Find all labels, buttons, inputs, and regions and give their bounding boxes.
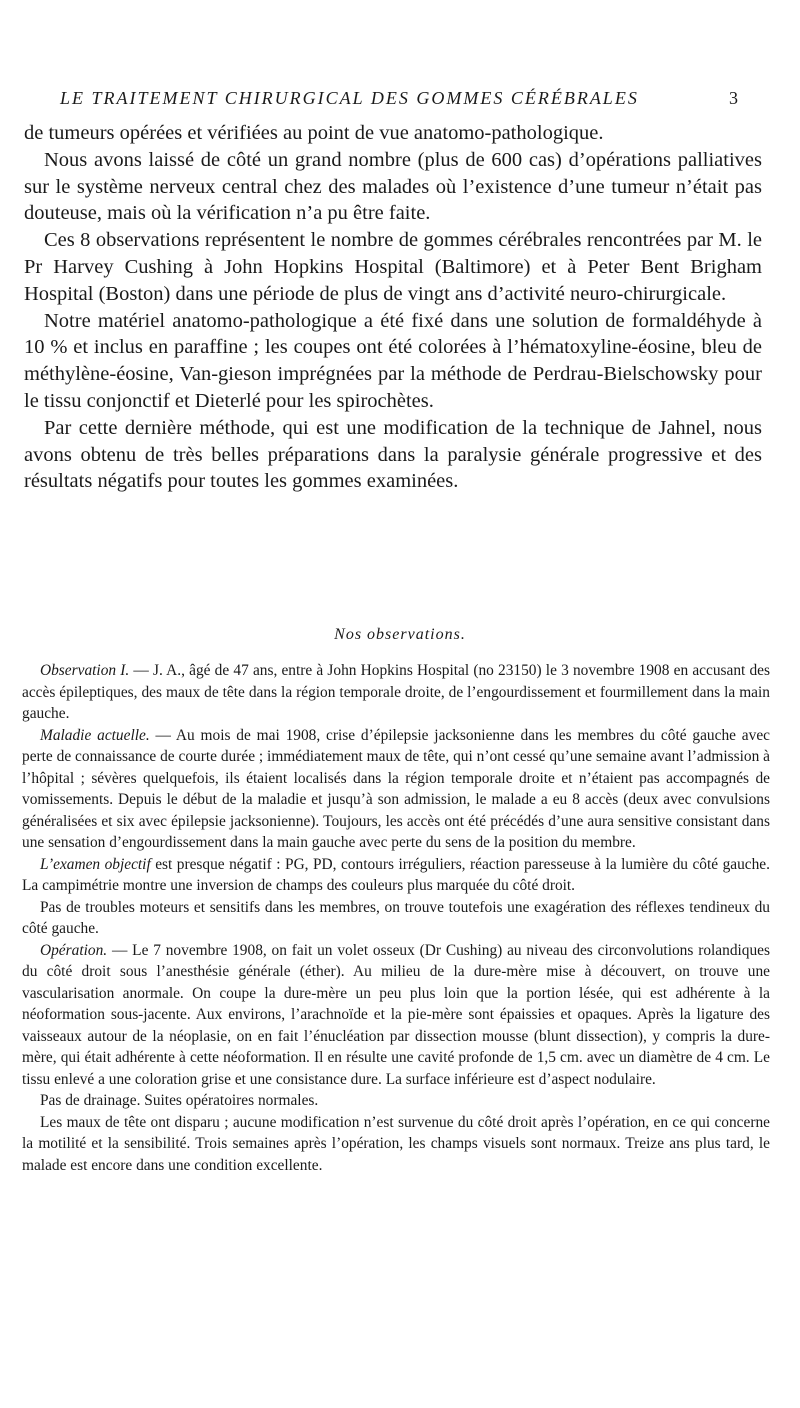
observation-paragraph-3-text: est presque négatif : PG, PD, contours irréguliers, réaction paresseuse à la lumière du côté gauche. La campimétrie montre une inversion de champs des couleurs plus marquée du côté droit. xyxy=(22,855,770,894)
intro-paragraph-4: Notre matériel anatomo-pathologique a été fixé dans une solution de formaldéhyde à 10 % et inclus en paraffine ; les coupes ont été colorées à l’hématoxyline-éosine, bleu de méthylène-éosine, Van-gieson imprégnées par la méthode de Perdrau-Bielschowsky pour le tissu conjonctif et Dieterlé pour les spirochètes. xyxy=(24,309,762,412)
observation-paragraph-3 xyxy=(22,854,770,897)
observation-paragraph-4: Pas de troubles moteurs et sensitifs dans les membres, on trouve toutefois une exagération des réflexes tendineux du côté gauche. xyxy=(22,898,770,937)
current-illness-label: Maladie actuelle. xyxy=(40,726,150,744)
observation-paragraph-2 xyxy=(22,725,770,854)
intro-paragraph-1: de tumeurs opérées et vérifiées au point de vue anatomo-pathologique. xyxy=(24,122,604,144)
observation-paragraph-7: Les maux de tête ont disparu ; aucune modification n’est survenue du côté droit après l’opération, en ce qui concerne la motilité et la sensibilité. Trois semaines après l’opération, les champs visuels sont normaux. Treize ans plus tard, le malade est encore dans une condition excellente. xyxy=(22,1113,770,1174)
observation-text xyxy=(22,660,770,1176)
running-header xyxy=(60,88,738,109)
observation-paragraph-6: Pas de drainage. Suites opératoires normales. xyxy=(40,1092,319,1109)
operation-label: Opération. xyxy=(40,941,108,959)
examination-label: L’examen objectif xyxy=(40,855,151,873)
running-title: LE TRAITEMENT CHIRURGICAL DES GOMMES CÉRÉBRALES xyxy=(60,88,639,108)
intro-text xyxy=(24,120,762,495)
intro-paragraph-3: Ces 8 observations représentent le nombre de gommes cérébrales rencontrées par M. le Pr Harvey Cushing à John Hopkins Hospital (Baltimore) et à Peter Bent Brigham Hospital (Boston) dans une période de plus de vingt ans d’activité neuro-chirurgicale. xyxy=(24,229,762,305)
observation-paragraph-5 xyxy=(22,940,770,1091)
observation-paragraph-1 xyxy=(22,660,770,725)
observation-label: Observation I. xyxy=(40,662,130,679)
observation-paragraph-5-text: — Le 7 novembre 1908, on fait un volet osseux (Dr Cushing) au niveau des circonvolutions rolandiques du côté droit sous l’anesthésie générale (éther). Au milieu de la dure-mère mise à découvert, on trouve une vascularisation anormale. On coupe la dure-mère un peu plus loin que la portion lésée, qui est adhérente à la néoformation sous-jacente. Aux environs, l’arachnoïde et la pie-mère sont épaissies et opaques. Après la ligature des vaisseaux autour de la néoplasie, on en fait l’énucléation par dissection mousse (blunt dissection), y compris la dure-mère, qui était adhérente à cette néoformation. Il en résulte une cavité profonde de 1,5 cm. avec un diamètre de 4 cm. Le tissu enlevé a une coloration grise et une consistance dure. La surface inférieure est d’aspect nodulaire. xyxy=(22,941,770,1088)
intro-paragraph-2: Nous avons laissé de côté un grand nombre (plus de 600 cas) d’opérations palliatives sur le système nerveux central chez des malades où l’existence d’une tumeur n’était pas douteuse, mais où la vérification n’a pu être faite. xyxy=(24,148,762,225)
observation-paragraph-1-text: — J. A., âgé de 47 ans, entre à John Hopkins Hospital (no 23150) le 3 novembre 1908 en accusant des accès épileptiques, des maux de tête dans la région temporale droite, de l’engourdissement et fourmillement dans la main gauche. xyxy=(22,662,770,722)
observation-paragraph-2-text: — Au mois de mai 1908, crise d’épilepsie jacksonienne dans les membres du côté gauche avec perte de connaissance de courte durée ; immédiatement maux de tête, qui n’ont cessé qu’une semaine avant l’admission à l’hôpital ; sévères quelquefois, ils étaient localisés dans la région temporale droite et n’étaient pas accompagnés de vomissements. Depuis le début de la maladie et jusqu’à son admission, le malade a eu 8 accès (deux avec convulsions généralisées et six avec épilepsie jacksonienne). Toujours, les accès ont été précédés d’une aura sensitive consistant dans une sensation d’engourdissement dans la main gauche avec perte du sens de la position du membre. xyxy=(22,726,770,851)
page-number: 3 xyxy=(729,88,738,108)
section-title: Nos observations. xyxy=(334,626,466,643)
intro-paragraph-5: Par cette dernière méthode, qui est une modification de la technique de Jahnel, nous avons obtenu de très belles préparations dans la paralysie générale progressive et des résultats négatifs pour toutes les gommes examinées. xyxy=(24,416,762,493)
